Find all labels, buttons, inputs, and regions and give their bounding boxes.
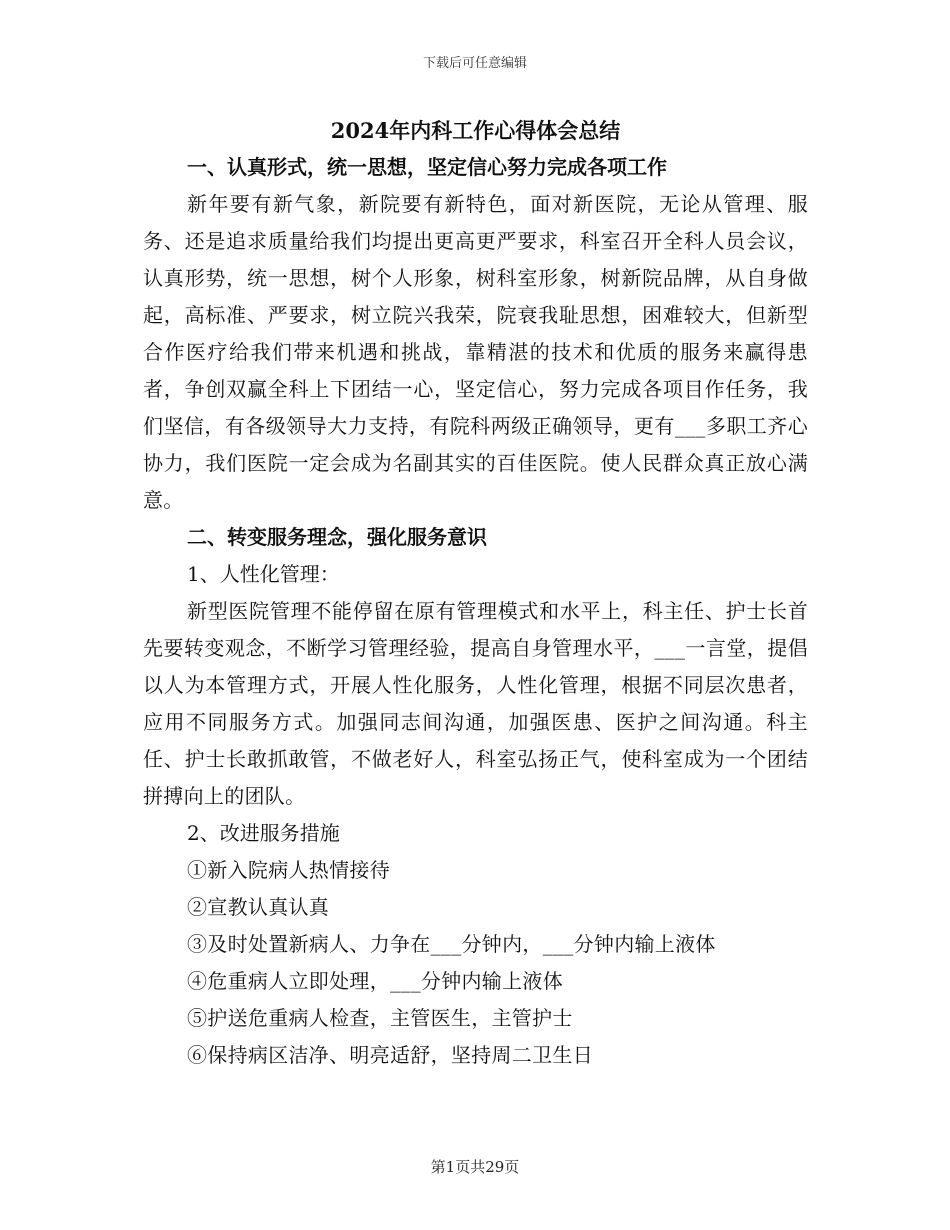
document-body [143, 112, 808, 1074]
section-1-paragraph: 新年要有新气象，新院要有新特色，面对新医院，无论从管理、服务、还是追求质量给我们均提出更高更严要求，科室召开全科人员会议，认真形势，统一思想，树个人形象，树科室形象，树新院品牌，从自身做起，高标准、严要求，树立院兴我荣，院衰我耻思想，困难较大，但新型合作医疗给我们带来机遇和挑战，靠精湛的技术和优质的服务来赢得患者，争创双赢全科上下团结一心，坚定信心，努力完成各项目作任务，我们坚信，有各级领导大力支持，有院科两级正确领导，更有___多职工齐心协力，我们医院一定会成为名副其实的百佳医院。使人民群众真正放心满意。 [143, 192, 808, 512]
list-item: ②宣教认真认真 [187, 895, 330, 919]
service-measures-list [143, 852, 808, 1074]
subsection-1-heading: 1、人性化管理： [187, 562, 340, 586]
list-item: ③及时处置新病人、力争在___分钟内，___分钟内输上液体 [187, 932, 716, 956]
list-item: ⑤护送危重病人检查，主管医生，主管护士 [187, 1006, 573, 1030]
page-number-footer: 第1页共29页 [430, 1158, 520, 1176]
document-title: 2024年内科工作心得体会总结 [330, 118, 621, 143]
list-item: ⑥保持病区洁净、明亮适舒，坚持周二卫生日 [187, 1043, 593, 1067]
subsection-2-heading: 2、改进服务措施 [187, 821, 340, 845]
page-header-note: 下载后可任意编辑 [422, 56, 527, 71]
list-item: ①新入院病人热情接待 [187, 858, 390, 882]
section-1-heading: 一、认真形式，统一思想，坚定信心努力完成各项工作 [187, 155, 667, 179]
section-2-heading: 二、转变服务理念，强化服务意识 [187, 525, 487, 549]
list-item: ④危重病人立即处理，___分钟内输上液体 [187, 969, 563, 993]
subsection-1-paragraph: 新型医院管理不能停留在原有管理模式和水平上，科主任、护士长首先要转变观念，不断学习管理经验，提高自身管理水平，___一言堂，提倡以人为本管理方式，开展人性化服务，人性化管理，根据不同层次患者，应用不同服务方式。加强同志间沟通，加强医患、医护之间沟通。科主任、护士长敢抓敢管，不做老好人，科室弘扬正气，使科室成为一个团结拼搏向上的团队。 [143, 599, 808, 808]
